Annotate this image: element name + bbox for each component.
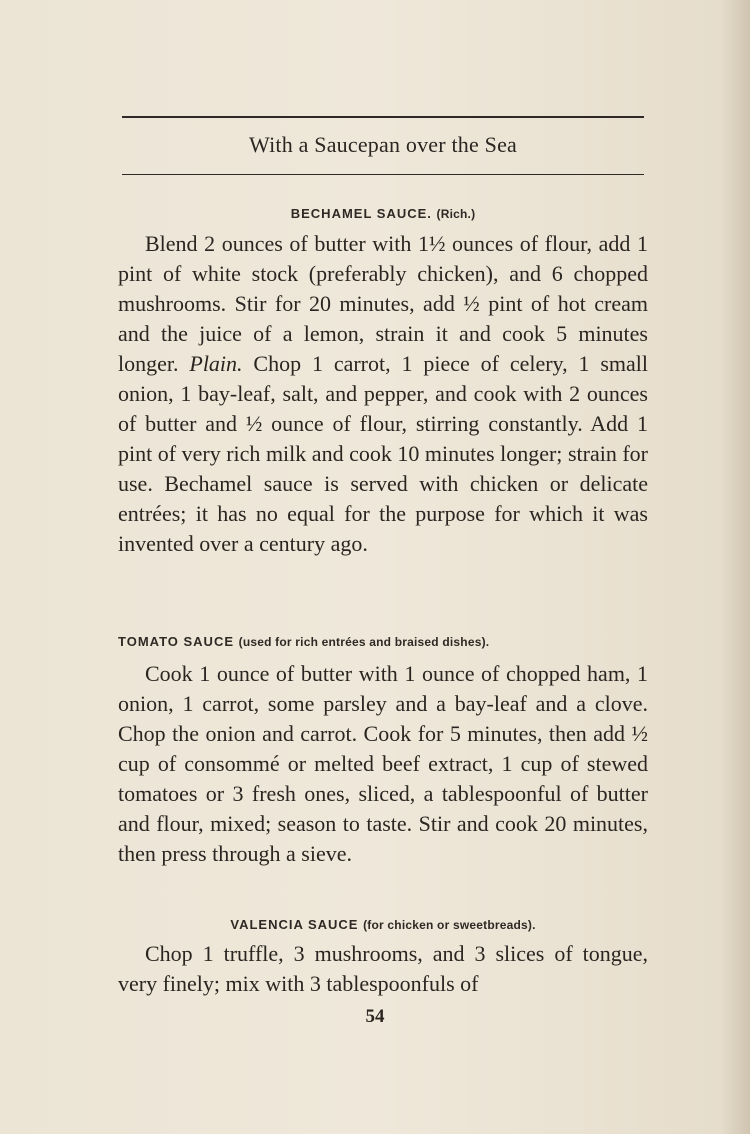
recipe-heading-valencia <box>118 917 648 932</box>
running-head: With a Saucepan over the Sea <box>249 132 517 157</box>
recipe-text-valencia: Chop 1 truffle, 3 mushrooms, and 3 slices of tongue, very finely; mix with 3 tablespoonfuls of <box>118 941 648 996</box>
recipe-heading-tomato <box>118 634 648 649</box>
heading-title: TOMATO SAUCE <box>118 634 235 649</box>
heading-title: VALENCIA SAUCE <box>230 917 359 932</box>
recipe-variant-label: Plain. <box>189 351 243 376</box>
heading-note: (Rich.) <box>436 207 476 221</box>
recipe-text-bechamel <box>118 229 648 559</box>
heading-title: BECHAMEL SAUCE. <box>290 206 432 221</box>
heading-note: (for chicken or sweetbreads). <box>363 918 536 932</box>
recipe-heading-bechamel <box>118 206 648 221</box>
heading-note: (used for rich entrées and braised dishes). <box>238 635 490 649</box>
recipe-text-tomato: Cook 1 ounce of butter with 1 ounce of chopped ham, 1 onion, 1 carrot, some parsley and a bay-leaf and a clove. Chop the onion and carrot. Cook for 5 minutes, then add ½ cup of consommé or melted beef extract, 1 cup of stewed tomatoes or 3 fresh ones, sliced, a tablespoonful of butter and flour, mixed; season to taste. Stir and cook 20 minutes, then press through a sieve. <box>118 661 648 866</box>
recipe-text-part: Chop 1 carrot, 1 piece of celery, 1 small onion, 1 bay-leaf, salt, and pepper, and cook with 2 ounces of butter and ½ ounce of flour, stirring constantly. Add 1 pint of very rich milk and cook 10 minutes longer; strain for use. Bechamel sauce is served with chicken or delicate entrées; it has no equal for the purpose for which it was invented over a century ago. <box>118 351 649 556</box>
recipe-text-part: Blend 2 ounces of butter with 1½ ounces of flour, add 1 pint of white stock (preferably chicken), and 6 chopped mushrooms. Stir for 20 minutes, add ½ pint of hot cream and the juice of a lemon, strain it and cook 5 minutes longer. <box>118 231 648 376</box>
header-rule-bottom <box>122 174 644 175</box>
page-number: 54 <box>365 1006 385 1027</box>
header-rule-top <box>122 116 644 118</box>
